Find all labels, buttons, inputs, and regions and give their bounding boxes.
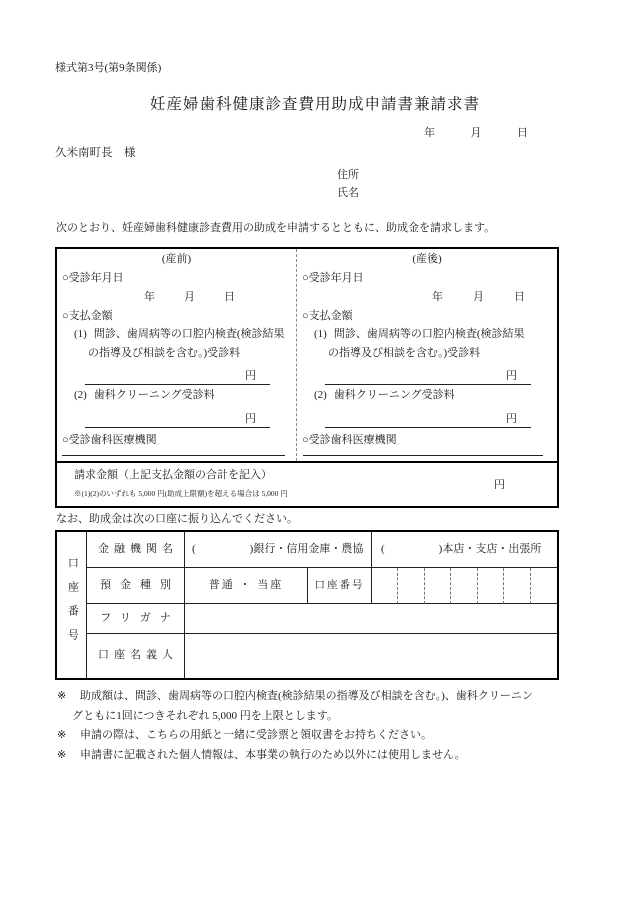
open-paren: ( [381,542,385,555]
account-digit-box [372,568,398,604]
yen-unit: 円 [494,479,505,491]
item2-text: 歯科クリーニング受診料 [333,389,455,401]
day-label: 日 [224,291,235,303]
year-label: 年 [432,291,443,303]
note-marker: ※ [57,748,67,761]
item2-amount-blank [325,410,531,428]
footnote-line: グともに1回につきそれぞれ 5,000 円を上限とします。 [72,709,338,722]
furigana-label: フリガナ [87,604,185,634]
item1-text1: 問診、歯周病等の口腔内検査(検診結果 [333,328,525,340]
item1-line2: の指導及び相談を含む。)受診料 [88,347,241,359]
postnatal-column [297,249,557,461]
bank-kind-options: )銀行・信用金庫・農協 [249,542,364,555]
deposit-type-options: 普通 ・ 当座 [185,568,308,604]
yen-unit: 円 [506,370,517,383]
item2-number: (2) [314,389,327,401]
note-marker: ※ [57,690,67,702]
footnote-subsidy-limit [55,687,570,726]
item1-text1: 問診、歯周病等の口腔内検査(検診結果 [93,328,285,340]
date-line [424,127,528,141]
item1-line1 [297,328,557,347]
exam-columns [57,249,557,461]
note-marker: ※ [57,729,67,741]
claim-amount-row [57,461,557,506]
prenatal-column [57,249,297,461]
payment-label: ○支払金額 [62,310,113,322]
furigana-field [185,604,557,634]
prenatal-header: (産前) [161,253,192,265]
postnatal-header: (産後) [412,253,442,265]
footnote-line: 申請書に記載された個人情報は、本事業の執行のため以外には使用しません。 [80,748,466,761]
holder-name-field [185,634,557,678]
payment-label: ○支払金額 [302,310,353,322]
visit-date-label: ○受診年月日 [62,272,124,284]
item2-text: 歯科クリーニング受診料 [93,389,215,401]
visit-date-label: ○受診年月日 [302,272,364,284]
intro-sentence: 次のとおり、妊産婦歯科健康診査費用の助成を申請するとともに、助成金を請求します。 [56,222,496,234]
date-day-label: 日 [517,127,528,139]
account-digit-box [504,568,530,604]
name-label: 氏名 [337,187,359,199]
account-side-label: 口座番号 [57,532,87,678]
account-digit-box [398,568,424,604]
item1-line1 [57,328,296,347]
address-label: 住所 [337,169,359,181]
account-digit-box [425,568,451,604]
item1-line2: の指導及び相談を含む。)受診料 [328,347,481,359]
addressee: 久米南町長 様 [55,147,136,159]
clinic-label: ○受診歯科医療機関 [302,434,397,446]
month-label: 月 [184,291,195,303]
day-label: 日 [514,291,525,303]
account-digit-box [531,568,557,604]
item2-line [297,389,557,409]
account-table [55,530,559,680]
footnote-privacy [55,746,570,766]
footnote-bring-documents [55,726,570,746]
month-label: 月 [473,291,484,303]
footnote-line: 助成額は、問診、歯周病等の口腔内検査(検診結果の指導及び相談を含む。)、歯科クリーニン [80,690,533,702]
account-number-label: 口座番号 [308,568,372,604]
holder-name-label: 口座名義人 [87,634,185,678]
clinic-blank-line [62,455,285,456]
transfer-note: なお、助成金は次の口座に振り込んでください。 [56,513,298,525]
footnote-line: 申請の際は、こちらの用紙と一緒に受診票と領収書をお持ちください。 [80,729,432,741]
item1-amount-blank [325,367,531,385]
bank-name-field [185,532,372,568]
item1-amount-blank [85,367,270,385]
yen-unit: 円 [245,370,256,383]
account-digit-box [478,568,504,604]
date-month-label: 月 [470,127,482,139]
item1-number: (1) [314,328,327,340]
clinic-blank-line [303,455,543,456]
yen-unit: 円 [506,413,517,426]
item2-amount-blank [85,410,270,428]
item2-line [57,389,296,409]
branch-kind-options: )本店・支店・出張所 [438,542,542,555]
yen-unit: 円 [245,413,256,426]
form-number: 様式第3号(第9条関係) [55,62,162,74]
item1-number: (1) [74,328,87,340]
claim-amount-label: 請求金額（上記支払金額の合計を記入） [74,469,272,481]
footnotes [55,687,570,765]
date-year-label: 年 [424,127,435,139]
year-label: 年 [144,291,155,303]
item2-number: (2) [74,389,87,401]
branch-name-field [372,532,557,568]
deposit-type-label: 預金種別 [87,568,185,604]
open-paren: ( [192,542,196,555]
page-title: 妊産婦歯科健康診査費用助成申請書兼請求書 [149,96,480,113]
account-digit-box [451,568,477,604]
exam-table [55,247,559,508]
visit-date-blanks [297,291,557,310]
claim-amount-note: ※(1)(2)のいずれも 5,000 円(助成上限額)を超える場合は 5,000 円 [74,489,288,498]
bank-name-label: 金融機関名 [87,532,185,568]
visit-date-blanks [57,291,296,310]
clinic-label: ○受診歯科医療機関 [62,434,157,446]
